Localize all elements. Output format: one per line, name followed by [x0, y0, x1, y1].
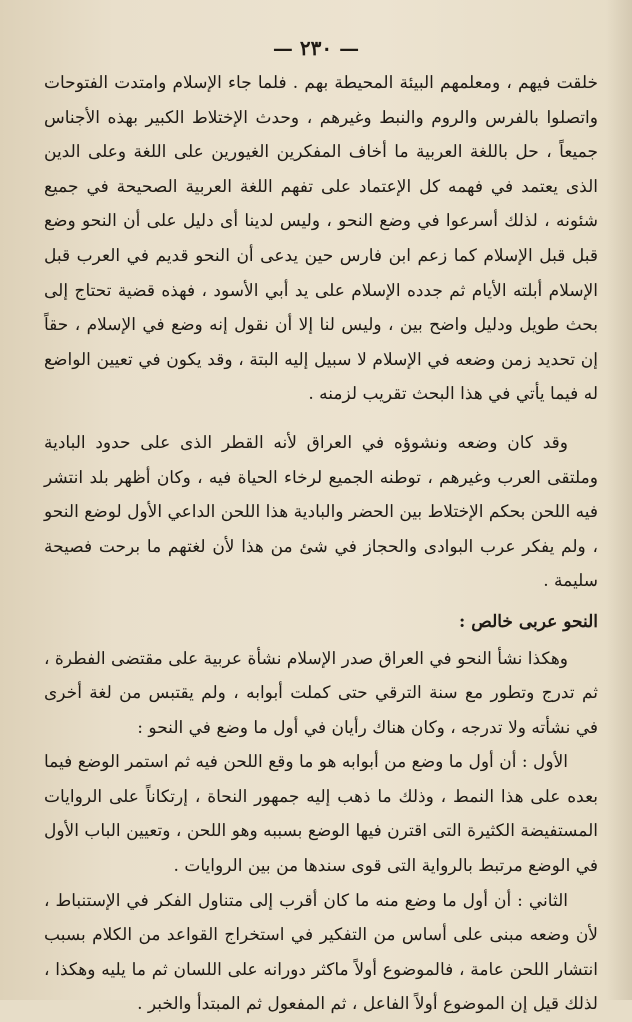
paragraph-5: الثاني : أن أول ما وضع منه ما كان أقرب إلى متناول الفكر في الإستنباط ، لأن وضعه مبنى على أساس من التفكير في استخراج القواعد من الكلام بسبب انتشار اللحن عامة ، فالموضوع أولاً ماكثر دورانه على اللسان ثم ما يليه وهكذا ، لذلك قيل إن الموضوع أولاً الفاعل ، ثم المفعول ثم المبتدأ والخبر . [44, 890, 598, 1015]
paragraph-3: وهكذا نشأ النحو في العراق صدر الإسلام نشأة عربية على مقتضى الفطرة ، ثم تدرج وتطور مع سنة الترقي حتى كملت أبوابه ، ولم يقتبس من لغة أخرى في نشأته ولا تدرجه ، وكان هناك رأيان في أول ما وضع في النحو : [44, 648, 598, 738]
page-number: — ٢٣٠ — [272, 36, 360, 60]
paragraph-1: خلقت فيهم ، ومعلمهم البيئة المحيطة بهم . فلما جاء الإسلام وامتدت الفتوحات واتصلوا بالفرس والروم والنبط وغيرهم ، وحدث الإختلاط الكبير بهذه الأجناس جميعاً ، حل باللغة العربية ما أخاف المفكرين الغيورين على اللغة وعلى الدين الذى يعتمد في فهمه كل الإعتماد على تفهم اللغة العربية الصحيحة في جميع شئونه ، لذلك أسرعوا في وضع النحو ، وليس لدينا أى دليل على أن النحو وضع قبل قبل الإسلام كما زعم ابن فارس حين يدعى أن النحو قديم في العرب قبل الإسلام أبلته الأيام ثم جدده الإسلام على يد أبي الأسود ، فهذه قضية تحتاج إلى بحث طويل ودليل واضح بين ، وليس لنا إلا أن نقول إنه وضع في الإسلام ، حقاً إن تحديد زمن وضعه في الإسلام لا سبيل إليه البتة ، وقد يكون في تعيين الواضع له فيما يأتي في هذا البحث تقريب لزمنه . [44, 73, 598, 405]
paragraph-gap [44, 412, 598, 426]
binding-shadow [606, 0, 632, 1000]
page-body [44, 66, 598, 1022]
paragraph-4: الأول : أن أول ما وضع من أبوابه هو ما وقع اللحن فيه ثم استمر الوضع فيما بعده على هذا النمط ، وذلك ما ذهب إليه جمهور النحاة ، إرتكاناً على الروايات المستفيضة الكثيرة التى اقترن فيها الوضع بسببه وهو اللحن ، وتعيين الباب الأول في الوضع مرتبط بالرواية التى قوى سندها من بين الروايات . [44, 752, 598, 877]
section-heading: النحو عربى خالص : [459, 611, 598, 632]
paragraph-2: وقد كان وضعه ونشوؤه في العراق لأنه القطر الذى على حدود البادية وملتقى العرب وغيرهم ، توطنه الجميع لرخاء الحياة فيه ، وكان أظهر بلد انتشر فيه اللحن بحكم الإختلاط بين الحضر والبادية هذا اللحن الداعي الأول لوضع النحو ، ولم يفكر عرب البوادى والحجاز في شئ من هذا لأن لغتهم ما برحت فصيحة سليمة . [44, 432, 598, 592]
